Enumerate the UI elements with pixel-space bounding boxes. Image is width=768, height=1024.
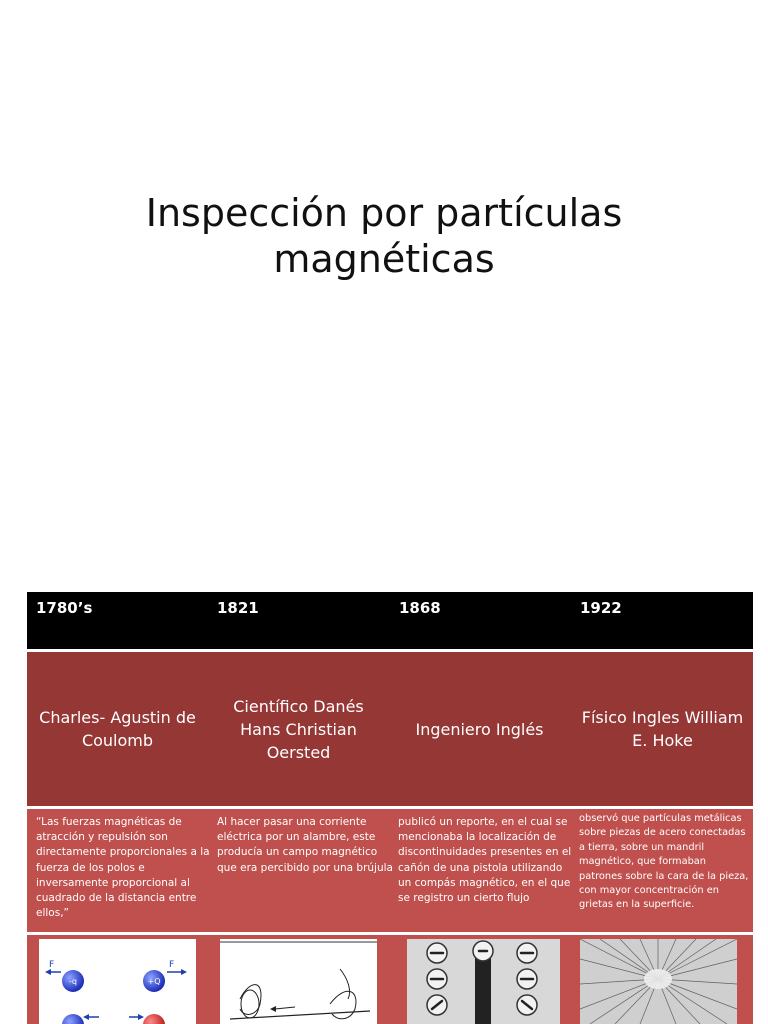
person-cell: Ingeniero Inglés: [415, 719, 544, 739]
slide-title-line-2: magnéticas: [273, 237, 495, 281]
description-cell: “Las fuerzas magnéticas de atracción y repulsión son directamente proporcionales a la fuerza de los polos e inversamente proporcional al cuadrado de la distancia entre ellos,”: [36, 816, 210, 920]
year-header-row: [27, 592, 753, 649]
year-cell: 1821: [217, 599, 259, 617]
image-row: [27, 935, 753, 1024]
charges-diagram-icon: [39, 939, 196, 1024]
magnetic-field-pattern-icon: [580, 939, 737, 1024]
description-cell: observó que partículas metálicas sobre piezas de acero conectadas a tierra, sobre un mandril magnético, que formaban patrones sobre la cara de la pieza, con mayor concentración en grietas en la superficie.: [579, 813, 749, 911]
coulomb-diagram: [39, 939, 196, 1024]
description-cell: publicó un reporte, en el cual se mencionaba la localización de discontinuidades presentes en el cañón de una pistola utilizando un compás magnético, en el que se registro un cierto flujo: [398, 816, 572, 905]
person-cell: Científico Danés Hans Christian Oersted: [233, 696, 364, 762]
year-cell: 1922: [580, 599, 622, 617]
slide-title: [0, 190, 768, 282]
iron-filings-image: [580, 939, 737, 1024]
force-label: F: [49, 960, 55, 970]
timeline-table: [27, 592, 753, 1024]
person-cell: Físico Ingles William E. Hoke: [581, 708, 744, 750]
charge-label: +Q: [147, 977, 161, 986]
compass-array-icon: [407, 939, 560, 1024]
slide-title-line-1: Inspección por partículas: [145, 191, 623, 235]
description-row: [27, 809, 753, 932]
wire-compass-sketch-icon: [220, 939, 377, 1024]
person-row: [27, 652, 753, 806]
charge-label: -q: [69, 977, 77, 986]
compass-grid-image: [407, 939, 560, 1024]
oersted-sketch: [220, 939, 377, 1024]
description-cell: Al hacer pasar una corriente eléctrica por un alambre, este producía un campo magnético que era percibido por una brújula: [217, 816, 393, 874]
force-label: F: [169, 960, 175, 970]
year-cell: 1780’s: [36, 599, 93, 617]
year-cell: 1868: [399, 599, 441, 617]
person-cell: Charles- Agustin de Coulomb: [39, 708, 196, 750]
